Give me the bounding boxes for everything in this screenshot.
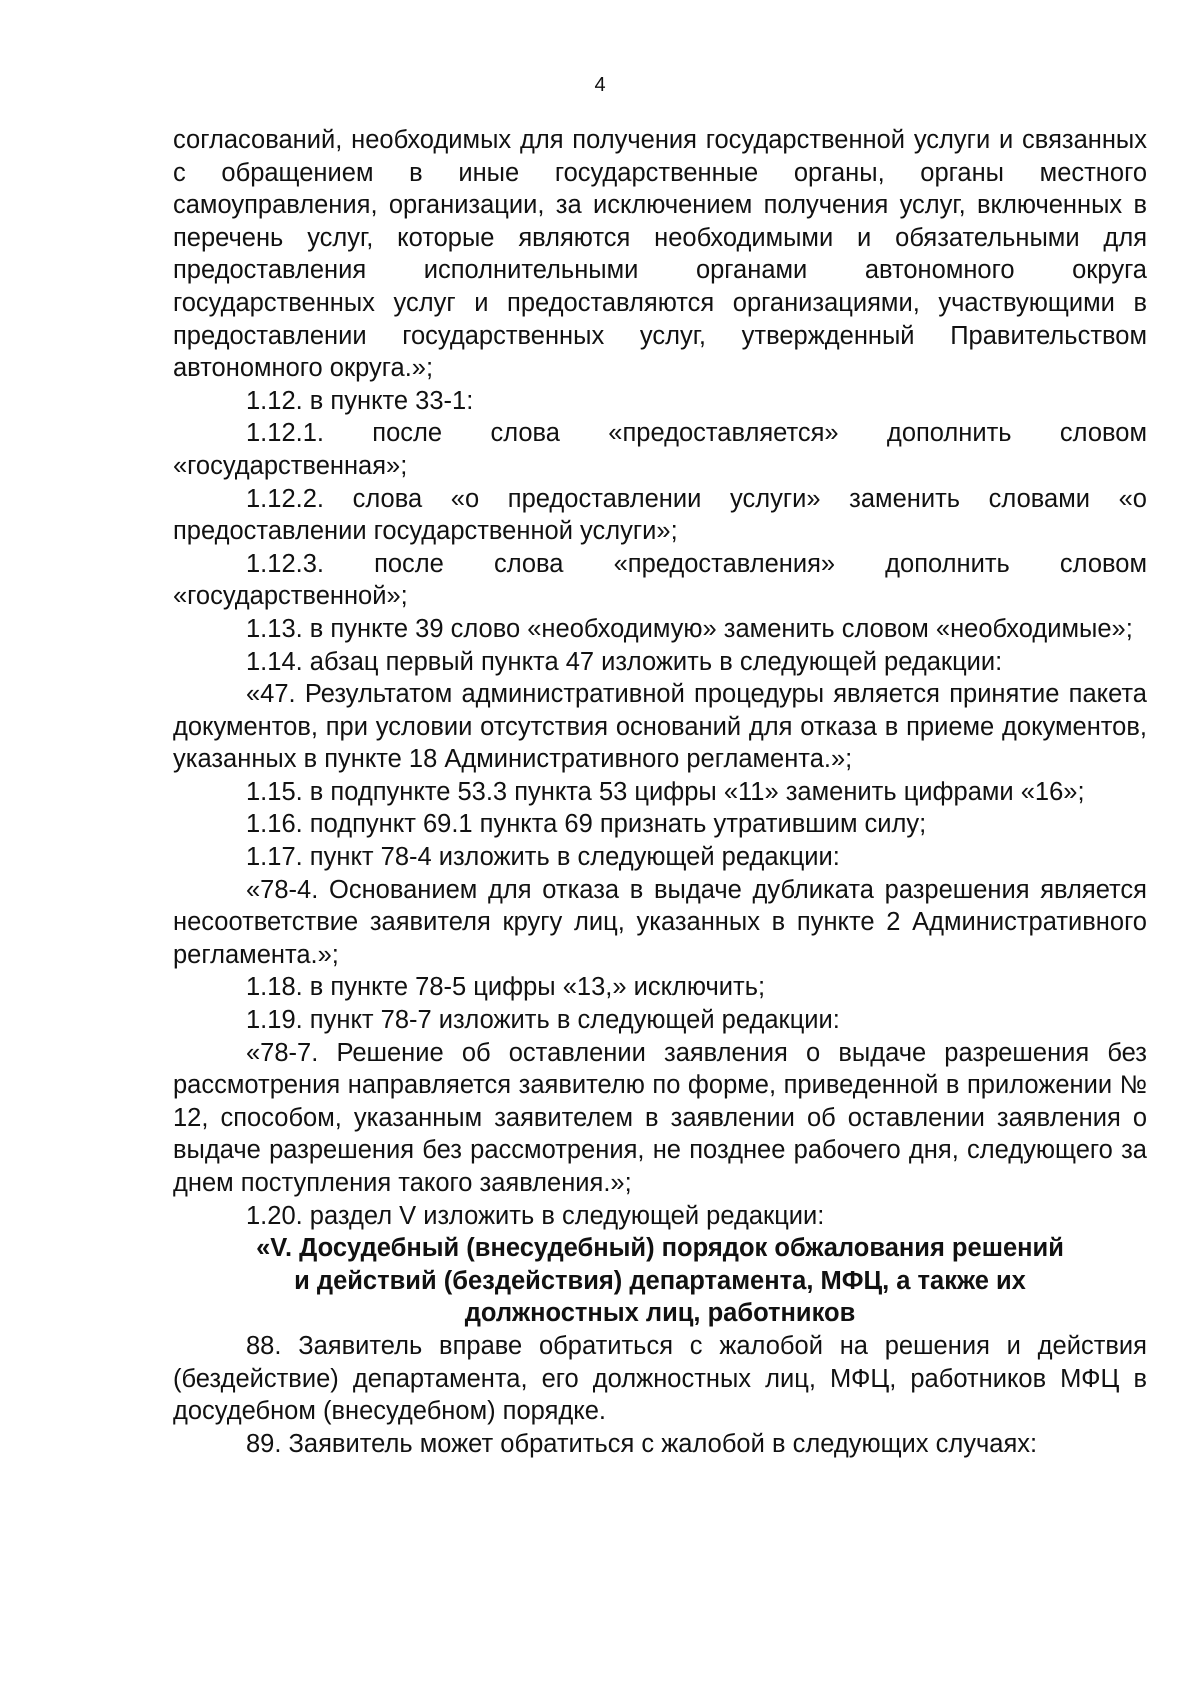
paragraph-78-7: «78-7. Решение об оставлении заявления о выдаче разрешения без рассмотрения направляется заявителю по форме, приведенной в приложении № 12, способом, указанным заявителем в заявлении об оставлении заявления о выдаче разрешения без рассмотрения, не позднее рабочего дня, следующего за днем поступления такого заявления.»;: [173, 1038, 1147, 1197]
document-body: [173, 124, 1147, 1460]
paragraph-1-12: 1.12. в пункте 33-1:: [246, 386, 474, 415]
paragraph-88: 88. Заявитель вправе обратиться с жалобой на решения и действия (бездействие) департамента, его должностных лиц, МФЦ, работников МФЦ в досудебном (внесудебном) порядке.: [173, 1331, 1147, 1426]
paragraph-continuation: согласований, необходимых для получения государственной услуги и связанных с обращением в иные государственные органы, органы местного самоуправления, организации, за исключением получения услуг, включенных в перечень услуг, которые являются необходимыми и обязательными для предоставления исполнительными органами автономного округа государственных услуг и предоставляются организациями, участвующими в предоставлении государственных услуг, утвержденный Правительством автономного округа.»;: [173, 126, 1147, 383]
paragraph-1-14: 1.14. абзац первый пункта 47 изложить в следующей редакции:: [246, 647, 1003, 676]
paragraph-1-16: 1.16. подпункт 69.1 пункта 69 признать утратившим силу;: [246, 810, 927, 839]
paragraph-1-17: 1.17. пункт 78-4 изложить в следующей редакции:: [246, 843, 840, 872]
page-number: 4: [594, 74, 606, 96]
paragraph-1-18: 1.18. в пункте 78-5 цифры «13,» исключить;: [246, 973, 766, 1002]
paragraph-1-13: 1.13. в пункте 39 слово «необходимую» заменить словом «необходимые»;: [246, 614, 1133, 643]
paragraph-47: «47. Результатом административной процедуры является принятие пакета документов, при условии отсутствия оснований для отказа в приеме документов, указанных в пункте 18 Административного регламента.»;: [173, 680, 1147, 774]
section-heading-line-1: «V. Досудебный (внесудебный) порядок обжалования решений: [256, 1234, 1064, 1263]
section-heading-line-2: и действий (бездействия) департамента, МФЦ, а также их: [294, 1266, 1026, 1295]
paragraph-78-4: «78-4. Основанием для отказа в выдаче дубликата разрешения является несоответствие заявителя кругу лиц, указанных в пункте 2 Административного регламента.»;: [173, 875, 1147, 969]
section-heading: [173, 1232, 1147, 1330]
paragraph-1-12-2: 1.12.2. слова «о предоставлении услуги» заменить словами «о предоставлении государственной услуги»;: [173, 484, 1147, 546]
section-heading-line-3: должностных лиц, работников: [464, 1299, 856, 1328]
paragraph-1-12-3: 1.12.3. после слова «предоставления» дополнить словом «государственной»;: [173, 549, 1147, 611]
paragraph-1-19: 1.19. пункт 78-7 изложить в следующей редакции:: [246, 1006, 840, 1035]
paragraph-1-20: 1.20. раздел V изложить в следующей редакции:: [246, 1201, 825, 1230]
paragraph-1-15: 1.15. в подпункте 53.3 пункта 53 цифры «11» заменить цифрами «16»;: [246, 777, 1085, 806]
paragraph-89: 89. Заявитель может обратиться с жалобой в следующих случаях:: [246, 1429, 1038, 1458]
paragraph-1-12-1: 1.12.1. после слова «предоставляется» дополнить словом «государственная»;: [173, 419, 1147, 480]
